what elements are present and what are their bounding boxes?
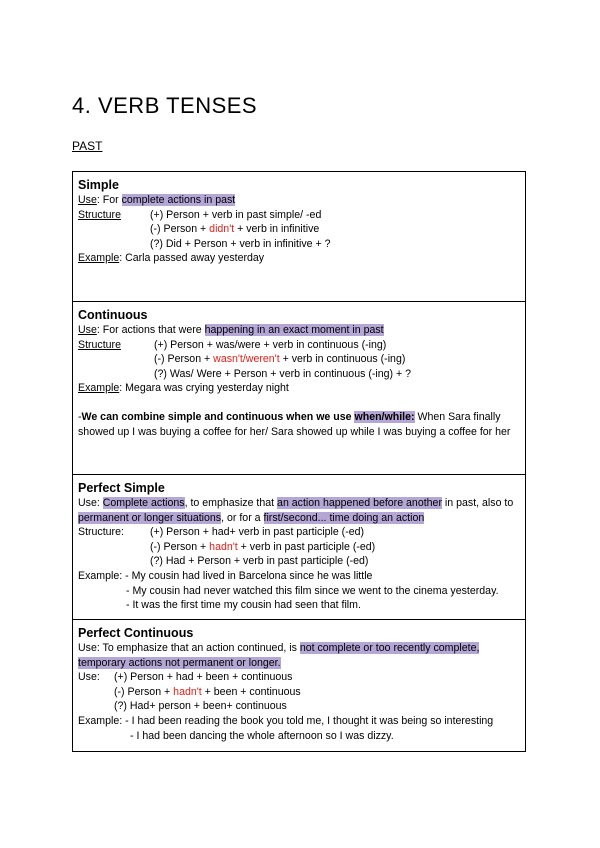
perfect-continuous-structure-1: Use: (+) Person + had + been + continuous (78, 671, 293, 684)
perfect-simple-box (72, 474, 526, 620)
perfect-simple-use: Use: Complete actions, to emphasize that an action happened before another in past, also to permanent or longer situations, or for a first/second... time doing an action (78, 497, 514, 524)
simple-structure-2: (-) Person + didn't + verb in infinitive (150, 223, 320, 236)
continuous-structure-2: (-) Person + wasn't/weren't + verb in continuous (-ing) (154, 353, 406, 366)
simple-example: Example: Carla passed away yesterday (78, 252, 265, 265)
perfect-continuous-example-2: - I had been dancing the whole afternoon so I was dizzy. (130, 729, 394, 742)
page-title: 4. VERB TENSES (72, 93, 258, 118)
perfect-simple-heading: Perfect Simple (78, 481, 165, 495)
simple-structure-1: Structure (+) Person + verb in past simple/ -ed (78, 208, 322, 221)
perfect-simple-structure-2: (-) Person + hadn't + verb in past participle (-ed) (150, 540, 376, 553)
simple-heading: Simple (78, 178, 119, 192)
continuous-note: -We can combine simple and continuous when we use when/while: When Sara finally showed up I was buying a coffee for her/ Sara showed up while I was buying a coffee for her (78, 410, 511, 438)
continuous-example: Example: Megara was crying yesterday night (78, 382, 289, 395)
perfect-continuous-box (72, 619, 526, 752)
continuous-use: Use: For actions that were happening in an exact moment in past (78, 324, 384, 336)
perfect-continuous-heading: Perfect Continuous (78, 626, 194, 640)
perfect-simple-structure-1: Structure: (+) Person + had+ verb in past participle (-ed) (78, 526, 365, 539)
perfect-simple-example-3: - It was the first time my cousin had seen that film. (126, 599, 361, 612)
continuous-box (72, 301, 526, 475)
perfect-continuous-example-1: Example: - I had been reading the book you told me, I thought it was being so interesting (78, 714, 494, 727)
perfect-continuous-use: Use: To emphasize that an action continued, is not complete or too recently complete, temporary actions not permanent or longer. (78, 642, 480, 669)
perfect-simple-structure-3: (?) Had + Person + verb in past participle (-ed) (150, 555, 369, 568)
perfect-simple-example-1: Example: - My cousin had lived in Barcelona since he was little (78, 569, 373, 582)
simple-use: Use: For complete actions in past (78, 194, 236, 206)
simple-structure-3: (?) Did + Person + verb in infinitive + ? (150, 237, 331, 250)
perfect-continuous-structure-3: (?) Had+ person + been+ continuous (114, 700, 287, 713)
perfect-continuous-structure-2: (-) Person + hadn't + been + continuous (114, 685, 301, 698)
continuous-heading: Continuous (78, 308, 148, 322)
continuous-structure-3: (?) Was/ Were + Person + verb in continuous (-ing) + ? (154, 367, 412, 380)
simple-box (72, 171, 526, 302)
perfect-simple-example-2: - My cousin had never watched this film since we went to the cinema yesterday. (126, 584, 499, 597)
section-heading-past: PAST (72, 139, 103, 153)
continuous-structure-1: Structure (+) Person + was/were + verb in continuous (-ing) (78, 338, 387, 351)
